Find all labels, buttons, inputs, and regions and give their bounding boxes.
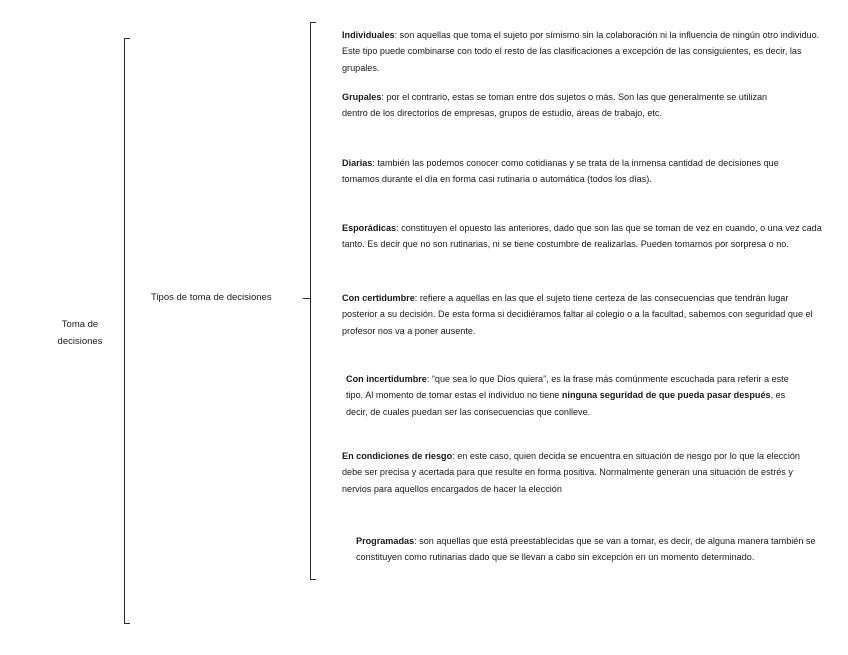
item-diarias (342, 155, 792, 188)
item-programadas (356, 533, 816, 566)
item-individuales (342, 27, 822, 76)
item-text-end: , es decir, de cuales puedan ser las consecuencias que conlleve. (346, 390, 786, 417)
item-text: : son aquellas que toma el sujeto por símismo sin la colaboración ni la influencia de ningún otro individuo. Este tipo puede combinarse con todo el resto de las clasificaciones a excepción de las consiguientes, es decir, las grupales. (342, 30, 820, 73)
branch-label: Tipos de toma de decisiones (151, 292, 272, 303)
item-title: Programadas (356, 536, 415, 546)
root-label (50, 316, 110, 350)
item-title: Individuales (342, 30, 395, 40)
item-grupales (342, 89, 792, 122)
branch-tick (303, 298, 310, 299)
item-con-certidumbre (342, 290, 822, 339)
item-text: : son aquellas que está preestablecidas que se van a tomar, es decir, de alguna manera también se constituyen como rutinarias dado que se llevan a cabo sin excepción en un momento determinado. (356, 536, 816, 563)
item-title: En condiciones de riesgo (342, 451, 453, 461)
item-title: Esporádicas (342, 223, 397, 233)
branch-bracket (310, 22, 316, 580)
item-text: : en este caso, quien decida se encuentra en situación de riesgo por lo que la elección debe ser precisa y acertada para que resulte en forma positiva. Normalmente generan una situación de estrés y nervios para aquellos encargados de hacer la elección (342, 451, 800, 494)
item-text: : por el contrario, estas se toman entre dos sujetos o más. Son las que generalmente se utilizan dentro de los directorios de empresas, grupos de estudio, áreas de trabajo, etc. (342, 92, 768, 119)
item-title: Diarias (342, 158, 373, 168)
item-text: : refiere a aquellas en las que el sujeto tiene certeza de las consecuencias que tendrán lugar posterior a su decisión. De esta forma si decidiéramos faltar al colegio o a la facultad, sabemos con seguridad que el profesor nos va a poner ausente. (342, 293, 813, 336)
item-title: Grupales (342, 92, 382, 102)
item-text: : también las podemos conocer como cotidianas y se trata de la inmensa cantidad de decisiones que tomamos durante el día en forma casi rutinaria o automática (todos los días). (342, 158, 779, 185)
root-label-line1: Toma de (61, 319, 99, 330)
item-title: Con incertidumbre (346, 374, 427, 384)
item-title: Con certidumbre (342, 293, 415, 303)
root-label-line2: decisiones (57, 336, 103, 347)
item-esporadicas (342, 220, 822, 253)
item-condiciones-riesgo (342, 448, 822, 497)
item-text: : constituyen el opuesto las anteriores, dado que son las que se toman de vez en cuando, o una vez cada tanto. Es decir que no son rutinarias, ni se tiene costumbre de realizarlas. Pueden tomarnos por sorpresa o no. (342, 223, 822, 250)
item-bold-mid: ninguna seguridad de que pueda pasar después (561, 390, 771, 401)
item-text: : “que sea lo que Dios quiera”, es la frase más comúnmente escuchada para referir a este tipo. Al momento de tomar estas el individuo no tiene (346, 374, 789, 401)
root-bracket (124, 38, 130, 624)
item-con-incertidumbre (346, 371, 806, 420)
